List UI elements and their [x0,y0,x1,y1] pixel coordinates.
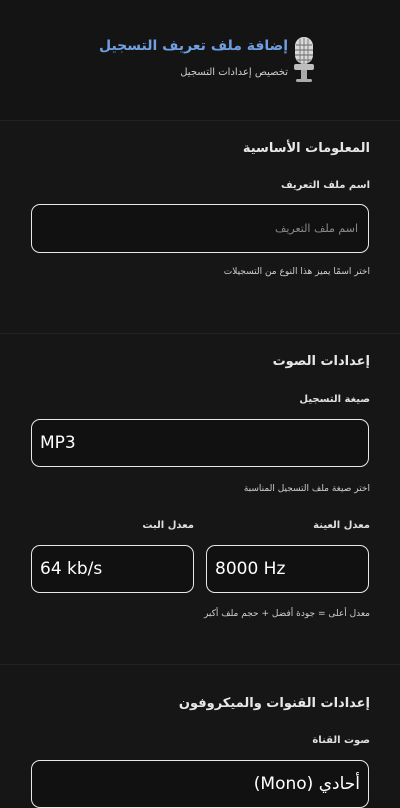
bitrate-select[interactable] [31,545,194,593]
basic-info-title: المعلومات الأساسية [242,141,370,156]
format-label: صيغة التسجيل [299,394,370,405]
profile-name-hint: اختر اسمًا يميز هذا النوع من التسجيلات [223,267,370,277]
format-select[interactable] [31,419,369,467]
bitrate-label: معدل البت [142,520,194,531]
sample-rate-label: معدل العينة [313,520,370,531]
sample-rate-value: 8000 Hz [215,559,286,579]
format-value: MP3 [40,433,76,453]
profile-name-field[interactable] [31,204,369,253]
bitrate-value: 64 kb/s [40,559,103,579]
microphone-icon [290,36,318,84]
page-subtitle: تخصيص إعدادات التسجيل [180,67,288,78]
audio-settings-title: إعدادات الصوت [272,354,370,369]
page-header [0,0,400,120]
profile-name-input[interactable] [32,205,368,252]
basic-info-section [0,121,400,333]
channel-value: أحادي (Mono) [253,774,360,794]
profile-name-label: اسم ملف التعريف [280,180,370,191]
quality-hint: معدل أعلى = جودة أفضل + حجم ملف أكبر [203,609,370,619]
channels-mic-title: إعدادات القنوات والميكروفون [178,696,370,711]
format-hint: اختر صيغة ملف التسجيل المناسبة [243,484,370,494]
sample-rate-select[interactable] [206,545,369,593]
audio-settings-section [0,334,400,664]
channel-label: صوت القناة [312,735,370,746]
channels-mic-section [0,665,400,800]
page-title: إضافة ملف تعريف التسجيل [98,38,288,54]
channel-select[interactable] [31,760,369,808]
